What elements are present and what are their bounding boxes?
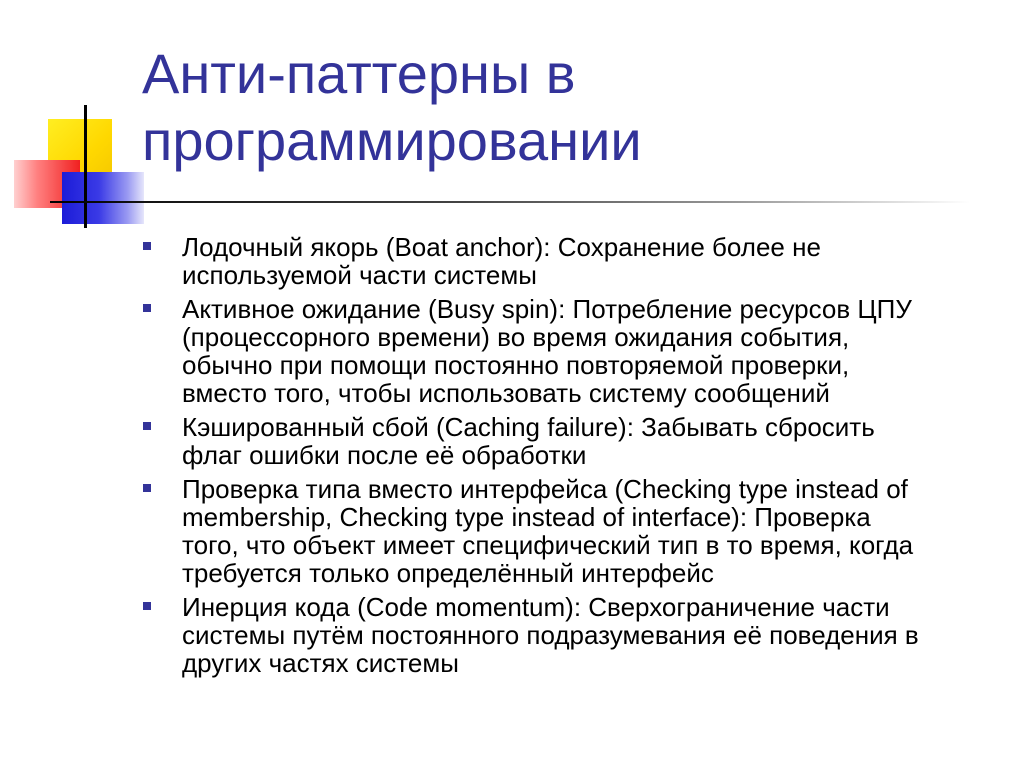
bullet-item-caching-failure: [142, 413, 1000, 469]
bullet-item-busy-spin: [142, 295, 1000, 407]
bullet-list: [142, 233, 1000, 683]
bullet-text-line: системы путём постоянного подразумевания её поведения в: [182, 620, 919, 650]
bullet-square-icon: [143, 242, 151, 250]
decorative-vertical-line: [84, 105, 87, 228]
decorative-blue-square: [62, 172, 144, 224]
bullet-text-line: (процессорного времени) во время ожидания события,: [182, 322, 850, 352]
bullet-item-code-momentum: [142, 593, 1000, 677]
bullet-text-line: Инерция кода (Code momentum): Сверхограничение части: [182, 592, 890, 622]
bullet-text-line: Кэшированный сбой (Caching failure): Забывать сбросить: [182, 412, 875, 442]
bullet-square-icon: [143, 602, 151, 610]
bullet-square-icon: [143, 422, 151, 430]
bullet-text-line: membership, Checking type instead of interface): Проверка: [182, 502, 871, 532]
slide-title: [142, 40, 982, 174]
bullet-text-line: флаг ошибки после её обработки: [182, 440, 587, 470]
slide-title-line: Анти-паттерны в: [142, 42, 576, 105]
bullet-square-icon: [143, 304, 151, 312]
bullet-text-line: того, что объект имеет специфический тип в то время, когда: [182, 530, 914, 560]
slide-title-line: программировании: [142, 109, 642, 172]
bullet-text-line: Проверка типа вместо интерфейса (Checking type instead of: [182, 474, 908, 504]
bullet-text-line: Лодочный якорь (Boat anchor): Сохранение более не: [182, 232, 821, 262]
bullet-item-boat-anchor: [142, 233, 1000, 289]
bullet-text-line: вместо того, чтобы использовать систему сообщений: [182, 378, 830, 408]
bullet-text-line: требуется только определённый интерфейс: [182, 558, 714, 588]
bullet-text-line: других частях системы: [182, 648, 459, 678]
bullet-text-line: используемой части системы: [182, 260, 537, 290]
title-underline: [50, 201, 970, 203]
bullet-square-icon: [143, 484, 151, 492]
bullet-text-line: обычно при помощи постоянно повторяемой проверки,: [182, 350, 850, 380]
bullet-item-checking-type: [142, 475, 1000, 587]
bullet-text-line: Активное ожидание (Busy spin): Потребление ресурсов ЦПУ: [182, 294, 912, 324]
